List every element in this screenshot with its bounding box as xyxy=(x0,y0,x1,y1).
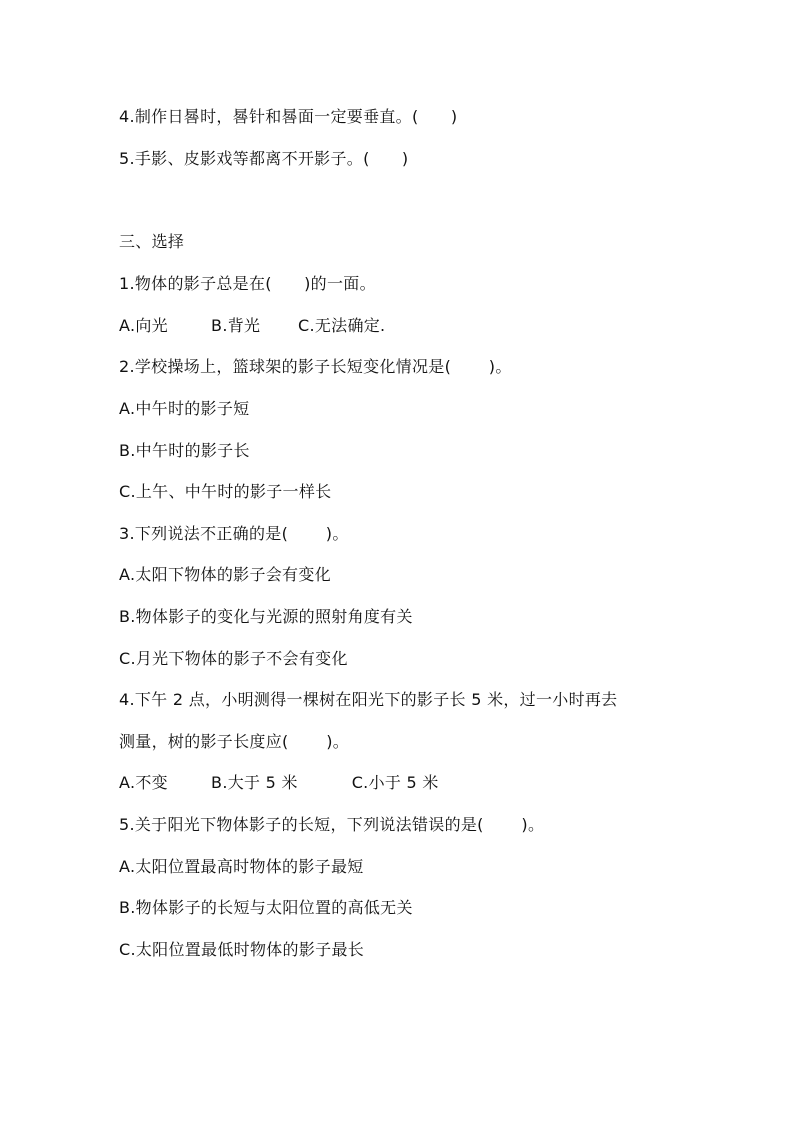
question-5-option-b: B.物体影子的长短与太阳位置的高低无关 xyxy=(119,898,413,917)
question-3-option-b: B.物体影子的变化与光源的照射角度有关 xyxy=(119,607,413,626)
question-1-stem: 1.物体的影子总是在( )的一面。 xyxy=(119,274,376,293)
question-3-stem: 3.下列说法不正确的是( )。 xyxy=(119,524,349,543)
question-2-stem: 2.学校操场上，篮球架的影子长短变化情况是( )。 xyxy=(119,357,512,376)
question-1-options: A.向光 B.背光 C.无法确定. xyxy=(119,316,386,335)
question-4-stem-line-2: 测量，树的影子长度应( )。 xyxy=(119,732,350,751)
question-5-option-c: C.太阳位置最低时物体的影子最长 xyxy=(119,940,365,959)
question-2-option-c: C.上午、中午时的影子一样长 xyxy=(119,482,332,501)
section-heading-choice: 三、选择 xyxy=(119,232,185,251)
judgment-item-4: 4.制作日晷时，晷针和晷面一定要垂直。( ) xyxy=(119,107,458,126)
question-4-options: A.不变 B.大于 5 米 C.小于 5 米 xyxy=(119,773,439,792)
judgment-item-5: 5.手影、皮影戏等都离不开影子。( ) xyxy=(119,149,409,168)
question-5-option-a: A.太阳位置最高时物体的影子最短 xyxy=(119,857,364,876)
question-4-stem-line-1: 4.下午 2 点，小明测得一棵树在阳光下的影子长 5 米，过一小时再去 xyxy=(119,690,618,709)
question-5-stem: 5.关于阳光下物体影子的长短，下列说法错误的是( )。 xyxy=(119,815,545,834)
question-2-option-a: A.中午时的影子短 xyxy=(119,399,250,418)
question-3-option-c: C.月光下物体的影子不会有变化 xyxy=(119,649,348,668)
question-3-option-a: A.太阳下物体的影子会有变化 xyxy=(119,565,331,584)
question-2-option-b: B.中午时的影子长 xyxy=(119,441,250,460)
